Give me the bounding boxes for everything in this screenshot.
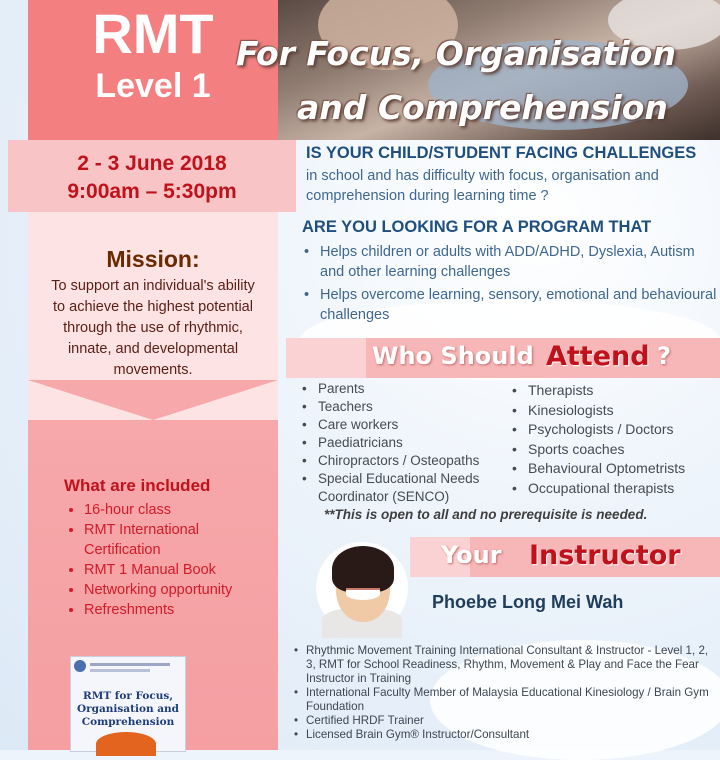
open-to-all-note: **This is open to all and no prerequisite is needed. xyxy=(324,507,648,522)
list-item: • Paediatricians xyxy=(300,434,500,452)
list-item: • International Faculty Member of Malaysia Educational Kinesiology / Brain Gym Foundation xyxy=(306,686,716,714)
list-item: • Certified HRDF Trainer xyxy=(306,714,716,728)
list-item: • RMT 1 Manual Book xyxy=(84,560,254,580)
list-item: • Kinesiologists xyxy=(510,401,715,421)
audience-list-2 xyxy=(510,381,715,498)
attend-banner-fade xyxy=(286,338,366,378)
event-time: 9:00am – 5:30pm xyxy=(67,180,237,203)
list-item: • 16-hour class xyxy=(84,500,254,520)
list-item: • Therapists xyxy=(510,381,715,401)
list-item: • Chiropractors / Osteopaths xyxy=(300,452,500,470)
included-list xyxy=(64,500,254,620)
mission-title: Mission: xyxy=(106,246,200,272)
mission-text: To support an individual's ability to achieve the highest potential through the use of rhythmic, innate, and developmental movements. xyxy=(51,278,255,378)
list-item: • RMT International Certification xyxy=(84,520,254,560)
photo-hair xyxy=(332,546,394,592)
list-item: • Behavioural Optometrists xyxy=(510,459,715,479)
photo-smile xyxy=(346,588,380,600)
list-item: • Psychologists / Doctors xyxy=(510,420,715,440)
program-title: RMT xyxy=(92,2,214,65)
instructor-name: Phoebe Long Mei Wah xyxy=(432,592,624,612)
attend-title-mark: ? xyxy=(657,342,671,370)
chevron-divider xyxy=(28,380,278,420)
book-title: RMT for Focus, Organisation and Comprehension xyxy=(76,690,180,728)
included-title: What are included xyxy=(64,476,211,495)
list-item: • Occupational therapists xyxy=(510,479,715,499)
program-level: Level 1 xyxy=(95,67,211,105)
program-list xyxy=(302,242,720,328)
list-item: • Licensed Brain Gym® Instructor/Consultant xyxy=(306,728,716,742)
list-item: • Sports coaches xyxy=(510,440,715,460)
headline-line-1: For Focus, Organisation xyxy=(236,34,676,73)
attend-title-emphasis: Attend xyxy=(546,341,650,372)
list-item: • Helps children or adults with ADD/ADHD, Dyslexia, Autism and other learning challenges xyxy=(320,242,720,282)
question-text: in school and has difficulty with focus, organisation and comprehension during learning time ? xyxy=(306,168,659,204)
list-item: • Networking opportunity xyxy=(84,580,254,600)
list-item: • Refreshments xyxy=(84,600,254,620)
audience-list-1 xyxy=(300,380,500,506)
book-header-line xyxy=(90,663,170,666)
instructor-credentials xyxy=(292,644,716,742)
list-item: • Rhythmic Movement Training International Consultant & Instructor - Level 1, 2, 3, RMT for School Readiness, Rhythm, Movement & Play and Face the Fear Instructor in Training xyxy=(306,644,716,686)
tree-icon xyxy=(96,732,156,756)
list-item: • Parents xyxy=(300,380,500,398)
program-heading: ARE YOU LOOKING FOR A PROGRAM THAT xyxy=(302,218,652,236)
book-header-line xyxy=(90,669,150,672)
headline-line-2: and Comprehension xyxy=(297,88,668,127)
instructor-title-part: Your xyxy=(441,541,502,569)
instructor-title-emphasis: Instructor xyxy=(529,540,681,571)
event-dates: 2 - 3 June 2018 xyxy=(77,152,227,175)
attend-title-part: Who Should xyxy=(372,342,534,370)
list-item: • Care workers xyxy=(300,416,500,434)
book-logo-icon xyxy=(74,660,86,672)
question-heading: IS YOUR CHILD/STUDENT FACING CHALLENGES xyxy=(306,144,697,162)
list-item: • Helps overcome learning, sensory, emotional and behavioural challenges xyxy=(320,285,720,325)
list-item: • Teachers xyxy=(300,398,500,416)
list-item: • Special Educational Needs Coordinator (SENCO) xyxy=(300,470,500,506)
